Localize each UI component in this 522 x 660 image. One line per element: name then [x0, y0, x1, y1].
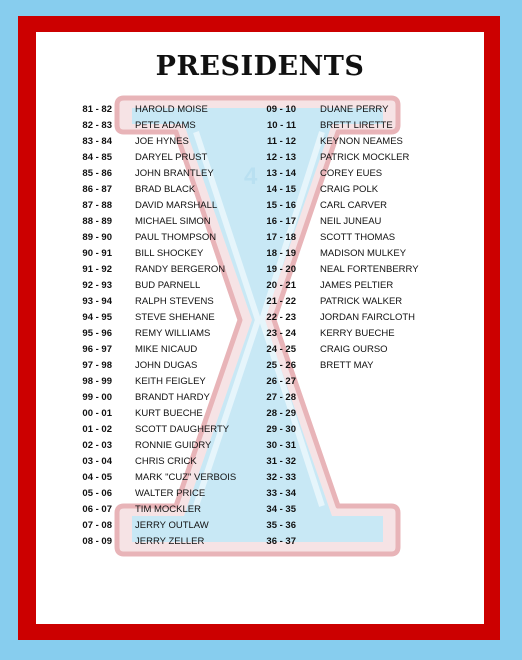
term-years: 02 - 03 — [82, 440, 112, 451]
president-name: CHRIS CRICK — [135, 456, 197, 467]
president-name: PATRICK WALKER — [320, 296, 403, 307]
president-name: SCOTT DAUGHERTY — [135, 424, 230, 435]
page-title: PRESIDENTS — [155, 51, 365, 82]
president-name: HAROLD MOISE — [135, 104, 208, 115]
term-years: 05 - 06 — [82, 488, 112, 499]
term-years: 03 - 04 — [82, 456, 112, 467]
president-name: MARK "CUZ" VERBOIS — [135, 472, 237, 483]
president-name: DAVID MARSHALL — [135, 200, 218, 211]
term-years: 89 - 90 — [82, 232, 112, 243]
president-name: NEAL FORTENBERRY — [320, 264, 419, 275]
term-years: 32 - 33 — [266, 472, 296, 483]
president-name: KEITH FEIGLEY — [135, 376, 206, 387]
term-years: 18 - 19 — [266, 248, 296, 259]
term-years: 95 - 96 — [82, 328, 112, 339]
president-name: REMY WILLIAMS — [135, 328, 211, 339]
term-years: 98 - 99 — [82, 376, 112, 387]
term-years: 81 - 82 — [82, 104, 112, 115]
president-name: SCOTT THOMAS — [320, 232, 396, 243]
content-panel — [36, 32, 484, 624]
president-name: PATRICK MOCKLER — [320, 152, 410, 163]
term-years: 96 - 97 — [82, 344, 112, 355]
term-years: 13 - 14 — [266, 168, 296, 179]
term-years: 11 - 12 — [266, 136, 296, 147]
term-years: 29 - 30 — [266, 424, 296, 435]
president-name: KURT BUECHE — [135, 408, 203, 419]
term-years: 08 - 09 — [82, 536, 112, 547]
term-years: 26 - 27 — [266, 376, 296, 387]
president-name: MADISON MULKEY — [320, 248, 407, 259]
president-name: BRETT MAY — [320, 360, 374, 371]
president-name: BRAD BLACK — [135, 184, 196, 195]
term-years: 87 - 88 — [82, 200, 112, 211]
term-years: 92 - 93 — [82, 280, 112, 291]
president-name: DUANE PERRY — [320, 104, 389, 115]
president-name: PETE ADAMS — [135, 120, 196, 131]
term-years: 15 - 16 — [266, 200, 296, 211]
term-years: 19 - 20 — [266, 264, 296, 275]
watermark-number: 4 — [244, 163, 258, 190]
president-name: STEVE SHEHANE — [135, 312, 215, 323]
term-years: 86 - 87 — [82, 184, 112, 195]
term-years: 27 - 28 — [266, 392, 296, 403]
president-name: PAUL THOMPSON — [135, 232, 217, 243]
term-years: 30 - 31 — [266, 440, 296, 451]
president-name: JERRY OUTLAW — [135, 520, 209, 531]
term-years: 12 - 13 — [266, 152, 296, 163]
term-years: 01 - 02 — [82, 424, 112, 435]
term-years: 88 - 89 — [82, 216, 112, 227]
term-years: 97 - 98 — [82, 360, 112, 371]
president-name: COREY EUES — [320, 168, 383, 179]
president-name: CRAIG POLK — [320, 184, 379, 195]
term-years: 34 - 35 — [266, 504, 296, 515]
term-years: 22 - 23 — [266, 312, 296, 323]
term-years: 33 - 34 — [266, 488, 296, 499]
term-years: 09 - 10 — [266, 104, 296, 115]
president-name: NEIL JUNEAU — [320, 216, 382, 227]
term-years: 36 - 37 — [266, 536, 296, 547]
term-years: 14 - 15 — [266, 184, 296, 195]
president-name: WALTER PRICE — [135, 488, 206, 499]
term-years: 25 - 26 — [266, 360, 296, 371]
term-years: 24 - 25 — [266, 344, 296, 355]
term-years: 82 - 83 — [82, 120, 112, 131]
president-name: MIKE NICAUD — [135, 344, 198, 355]
president-name: BILL SHOCKEY — [135, 248, 204, 259]
term-years: 16 - 17 — [266, 216, 296, 227]
term-years: 84 - 85 — [82, 152, 112, 163]
term-years: 31 - 32 — [266, 456, 296, 467]
president-name: TIM MOCKLER — [135, 504, 201, 515]
term-years: 83 - 84 — [82, 136, 112, 147]
president-name: CRAIG OURSO — [320, 344, 388, 355]
term-years: 20 - 21 — [266, 280, 296, 291]
president-name: JAMES PELTIER — [320, 280, 394, 291]
president-name: MICHAEL SIMON — [135, 216, 211, 227]
president-name: KEYNON NEAMES — [320, 136, 403, 147]
president-name: RALPH STEVENS — [135, 296, 214, 307]
term-years: 28 - 29 — [266, 408, 296, 419]
term-years: 23 - 24 — [266, 328, 296, 339]
term-years: 06 - 07 — [82, 504, 112, 515]
president-name: JOE HYNES — [135, 136, 189, 147]
term-years: 85 - 86 — [82, 168, 112, 179]
term-years: 04 - 05 — [82, 472, 112, 483]
president-name: RANDY BERGERON — [135, 264, 226, 275]
term-years: 00 - 01 — [82, 408, 112, 419]
term-years: 07 - 08 — [82, 520, 112, 531]
term-years: 17 - 18 — [266, 232, 296, 243]
president-name: DARYEL PRUST — [135, 152, 208, 163]
president-name: KERRY BUECHE — [320, 328, 395, 339]
president-name: JORDAN FAIRCLOTH — [320, 312, 416, 323]
president-name: JOHN BRANTLEY — [135, 168, 214, 179]
term-years: 94 - 95 — [82, 312, 112, 323]
president-name: BRANDT HARDY — [135, 392, 210, 403]
term-years: 93 - 94 — [82, 296, 112, 307]
term-years: 10 - 11 — [266, 120, 296, 131]
president-name: RONNIE GUIDRY — [135, 440, 212, 451]
term-years: 35 - 36 — [266, 520, 296, 531]
term-years: 21 - 22 — [266, 296, 296, 307]
president-name: JERRY ZELLER — [135, 536, 205, 547]
president-name: JOHN DUGAS — [135, 360, 198, 371]
president-name: CARL CARVER — [320, 200, 388, 211]
president-name: BUD PARNELL — [135, 280, 201, 291]
term-years: 99 - 00 — [82, 392, 112, 403]
term-years: 91 - 92 — [82, 264, 112, 275]
term-years: 90 - 91 — [82, 248, 112, 259]
president-name: BRETT LIRETTE — [320, 120, 393, 131]
